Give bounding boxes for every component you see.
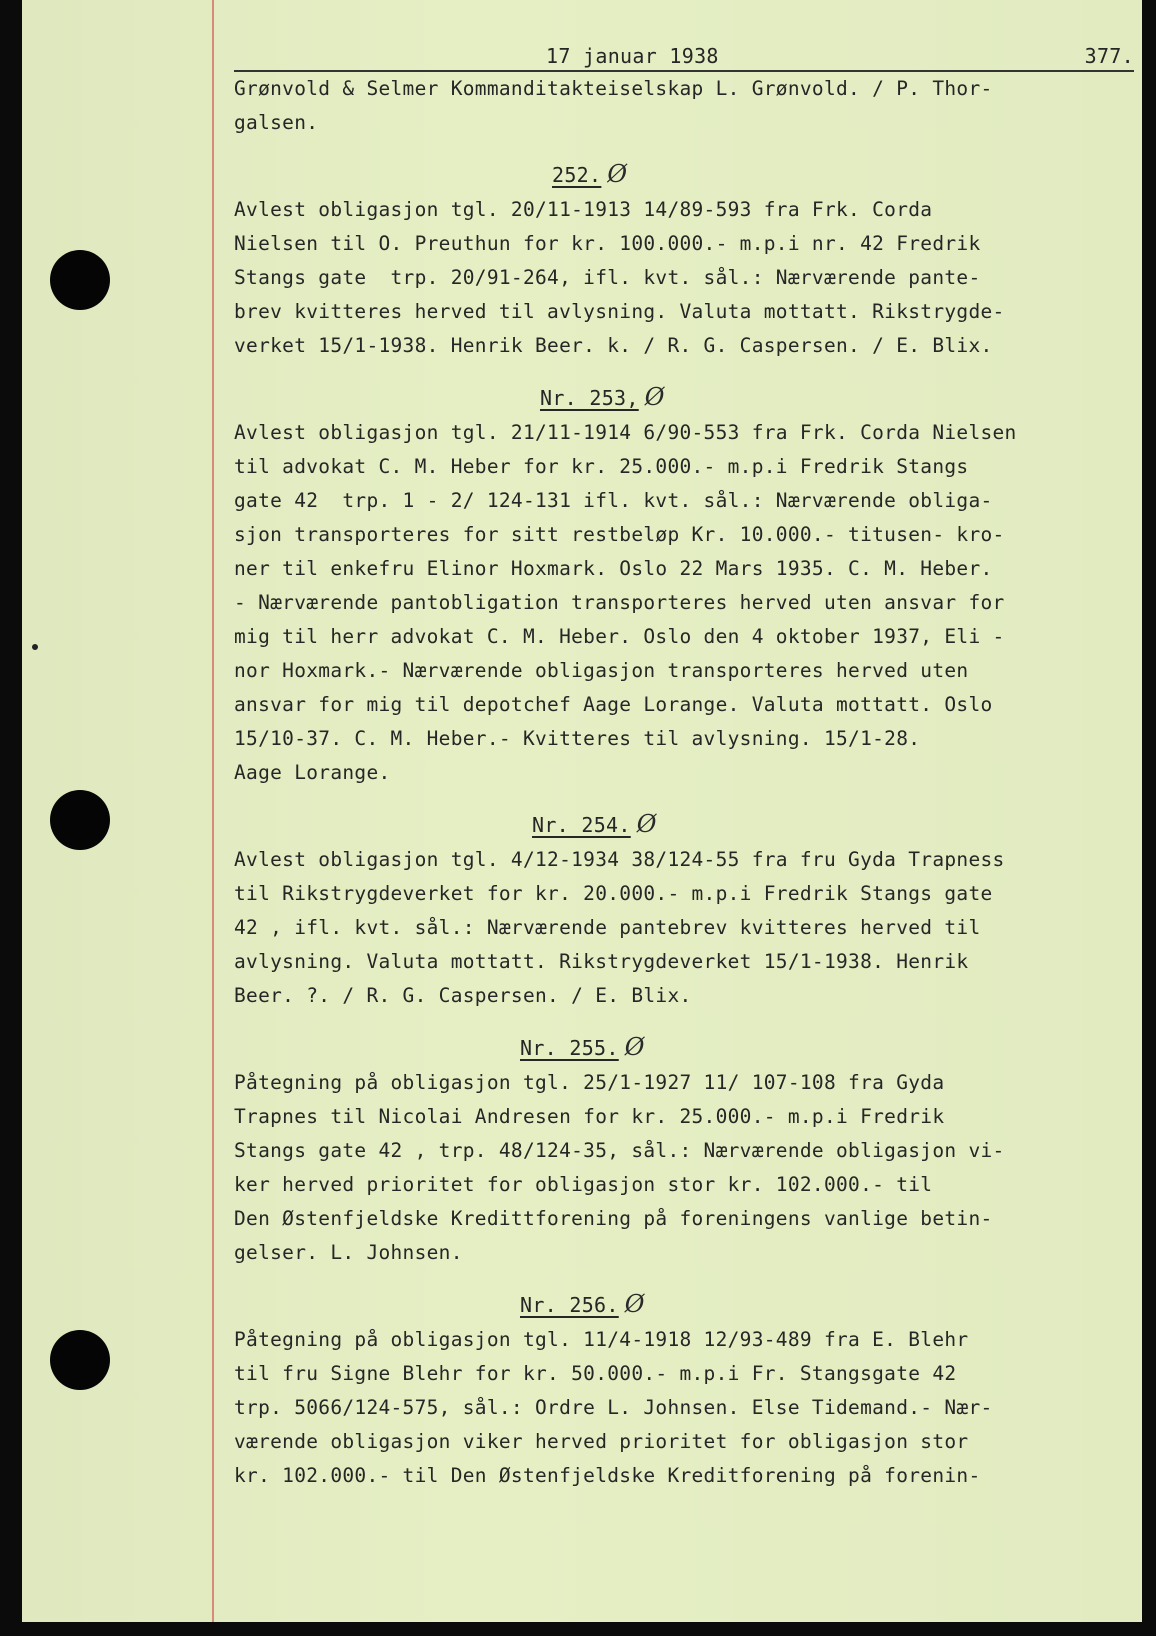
entry-number: [234, 156, 1134, 193]
entry-line: Den Østenfjeldske Kredittforening på foreningens vanlige betin-: [234, 1207, 993, 1230]
entry-252: [234, 156, 1134, 363]
entry-number: [234, 806, 1134, 843]
entry-line: Trapnes til Nicolai Andresen for kr. 25.000.- m.p.i Fredrik: [234, 1105, 945, 1128]
checkmark-icon: Ø: [607, 160, 628, 188]
entry-number-text: Nr. 256.: [520, 1293, 619, 1317]
entry-line: 42 , ifl. kvt. sål.: Nærværende pantebrev kvitteres herved til: [234, 916, 981, 939]
entry-line: avlysning. Valuta mottatt. Rikstrygdeverket 15/1-1938. Henrik: [234, 950, 969, 973]
binder-hole: [50, 1330, 110, 1390]
checkmark-icon: Ø: [624, 1033, 645, 1061]
checkmark-icon: Ø: [624, 1290, 645, 1318]
page-header: [234, 40, 1134, 72]
entry-line: ner til enkefru Elinor Hoxmark. Oslo 22 Mars 1935. C. M. Heber.: [234, 557, 993, 580]
document-page: [22, 0, 1142, 1622]
entry-line: nor Hoxmark.- Nærværende obligasjon transporteres herved uten: [234, 659, 969, 682]
binder-hole: [50, 790, 110, 850]
entry-line: Stangs gate 42 , trp. 48/124-35, sål.: Nærværende obligasjon vi-: [234, 1139, 1005, 1162]
entry-254: [234, 806, 1134, 1013]
entry-line: Stangs gate trp. 20/91-264, ifl. kvt. sål.: Nærværende pante-: [234, 266, 981, 289]
entry-line: kr. 102.000.- til Den Østenfjeldske Kreditforening på forenin-: [234, 1464, 981, 1487]
entry-line: mig til herr advokat C. M. Heber. Oslo den 4 oktober 1937, Eli -: [234, 625, 1005, 648]
entry-line: verket 15/1-1938. Henrik Beer. k. / R. G. Caspersen. / E. Blix.: [234, 334, 993, 357]
entry-line: Aage Lorange.: [234, 761, 391, 784]
entry-255: [234, 1029, 1134, 1270]
document-title: [234, 72, 1134, 140]
entry-line: Påtegning på obligasjon tgl. 11/4-1918 12/93-489 fra E. Blehr: [234, 1328, 969, 1351]
entry-line: brev kvitteres herved til avlysning. Valuta mottatt. Rikstrygde-: [234, 300, 1005, 323]
entry-line: trp. 5066/124-575, sål.: Ordre L. Johnsen. Else Tidemand.- Nær-: [234, 1396, 993, 1419]
entry-number-text: Nr. 254.: [532, 813, 631, 837]
title-line: Grønvold & Selmer Kommanditakteiselskap L. Grønvold. / P. Thor-: [234, 77, 993, 100]
entry-line: til fru Signe Blehr for kr. 50.000.- m.p.i Fr. Stangsgate 42: [234, 1362, 957, 1385]
entry-line: ansvar for mig til depotchef Aage Lorange. Valuta mottatt. Oslo: [234, 693, 993, 716]
entry-line: Avlest obligasjon tgl. 20/11-1913 14/89-593 fra Frk. Corda: [234, 198, 933, 221]
entry-number-text: 252.: [552, 163, 602, 187]
title-line: galsen.: [234, 111, 319, 134]
header-date: 17 januar 1938: [546, 44, 719, 68]
page-content: [234, 40, 1134, 1493]
entry-number-text: Nr. 255.: [520, 1036, 619, 1060]
entry-line: Avlest obligasjon tgl. 4/12-1934 38/124-55 fra fru Gyda Trapness: [234, 848, 1005, 871]
entry-line: - Nærværende pantobligation transporteres herved uten ansvar for: [234, 591, 1005, 614]
page-number: 377.: [1084, 44, 1134, 68]
entry-line: til Rikstrygdeverket for kr. 20.000.- m.p.i Fredrik Stangs gate: [234, 882, 993, 905]
entry-256: [234, 1286, 1134, 1493]
entry-number: [234, 1029, 1134, 1066]
entry-line: Beer. ?. / R. G. Caspersen. / E. Blix.: [234, 984, 692, 1007]
entry-line: til advokat C. M. Heber for kr. 25.000.- m.p.i Fredrik Stangs: [234, 455, 969, 478]
entry-line: ker herved prioritet for obligasjon stor kr. 102.000.- til: [234, 1173, 933, 1196]
entry-line: sjon transporteres for sitt restbeløp Kr. 10.000.- titusen- kro-: [234, 523, 1005, 546]
entry-line: gelser. L. Johnsen.: [234, 1241, 463, 1264]
entry-line: Avlest obligasjon tgl. 21/11-1914 6/90-553 fra Frk. Corda Nielsen: [234, 421, 1017, 444]
checkmark-icon: Ø: [644, 383, 665, 411]
entry-number: [234, 379, 1134, 416]
binder-hole: [50, 250, 110, 310]
entry-number: [234, 1286, 1134, 1323]
entry-253: [234, 379, 1134, 790]
entry-line: værende obligasjon viker herved prioritet for obligasjon stor: [234, 1430, 969, 1453]
entry-line: gate 42 trp. 1 - 2/ 124-131 ifl. kvt. sål.: Nærværende obliga-: [234, 489, 993, 512]
ink-speck: [32, 644, 38, 650]
entry-line: Nielsen til O. Preuthun for kr. 100.000.- m.p.i nr. 42 Fredrik: [234, 232, 981, 255]
entry-line: Påtegning på obligasjon tgl. 25/1-1927 11/ 107-108 fra Gyda: [234, 1071, 945, 1094]
entry-line: 15/10-37. C. M. Heber.- Kvitteres til avlysning. 15/1-28.: [234, 727, 921, 750]
margin-rule: [212, 0, 214, 1622]
checkmark-icon: Ø: [636, 810, 657, 838]
entry-number-text: Nr. 253,: [540, 386, 639, 410]
